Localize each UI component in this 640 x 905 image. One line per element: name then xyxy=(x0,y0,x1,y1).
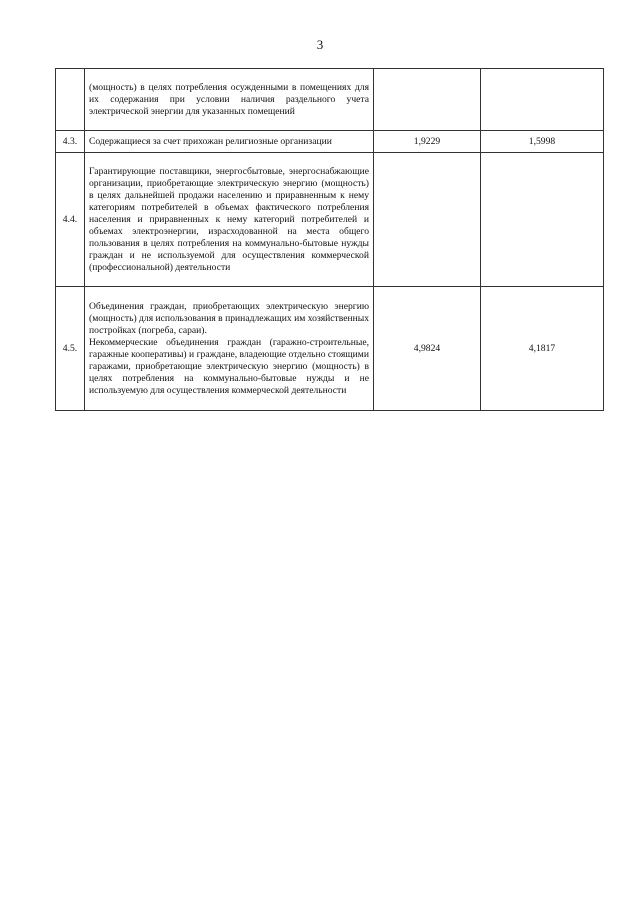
description-text: Некоммерческие объединения граждан (гаражно-строительные, гаражные кооперативы) и граждане, владеющие отдельно стоящими гаражами, приобретающие электрическую энергию (мощность) в целях потребления на коммунально-бытовые нужды и не используемую для осуществления коммерческой деятельности xyxy=(89,336,369,396)
tariff-value-1: 1,9229 xyxy=(374,131,481,153)
table-row xyxy=(56,287,604,411)
row-description xyxy=(85,153,374,287)
table-row xyxy=(56,153,604,287)
tariff-value-2 xyxy=(481,153,604,287)
description-text: Объединения граждан, приобретающих электрическую энергию (мощность) для использования в принадлежащих им хозяйственных постройках (погреба, сараи). xyxy=(89,300,369,336)
row-number: 4.3. xyxy=(56,131,85,153)
description-text: (мощность) в целях потребления осужденными в помещениях для их содержания при условии наличия раздельного учета электрической энергии для указанных помещений xyxy=(89,81,369,117)
table-row xyxy=(56,69,604,131)
row-number: 4.4. xyxy=(56,153,85,287)
row-number xyxy=(56,69,85,131)
row-number: 4.5. xyxy=(56,287,85,411)
tariff-value-2: 1,5998 xyxy=(481,131,604,153)
tariff-value-2: 4,1817 xyxy=(481,287,604,411)
page-number: 3 xyxy=(316,37,324,52)
description-text: Содержащиеся за счет прихожан религиозные организации xyxy=(89,135,332,147)
tariff-value-1: 4,9824 xyxy=(374,287,481,411)
row-description xyxy=(85,69,374,131)
tariff-value-1 xyxy=(374,69,481,131)
row-description xyxy=(85,287,374,411)
description-text: Гарантирующие поставщики, энергосбытовые, энергоснабжающие организации, приобретающие электрическую энергию (мощность) в целях дальнейшей продажи населению и приравненным к нему категориям потребителей в объемах фактического потребления населения и приравненных к нему категорий потребителей и объемах электроэнергии, израсходованной на места общего пользования в целях потребления на коммунально-бытовые нужды граждан и не используемой для осуществления коммерческой (профессиональной) деятельности xyxy=(89,165,369,273)
tariff-table xyxy=(55,68,604,411)
row-description xyxy=(85,131,374,153)
tariff-value-1 xyxy=(374,153,481,287)
table-row xyxy=(56,131,604,153)
tariff-value-2 xyxy=(481,69,604,131)
